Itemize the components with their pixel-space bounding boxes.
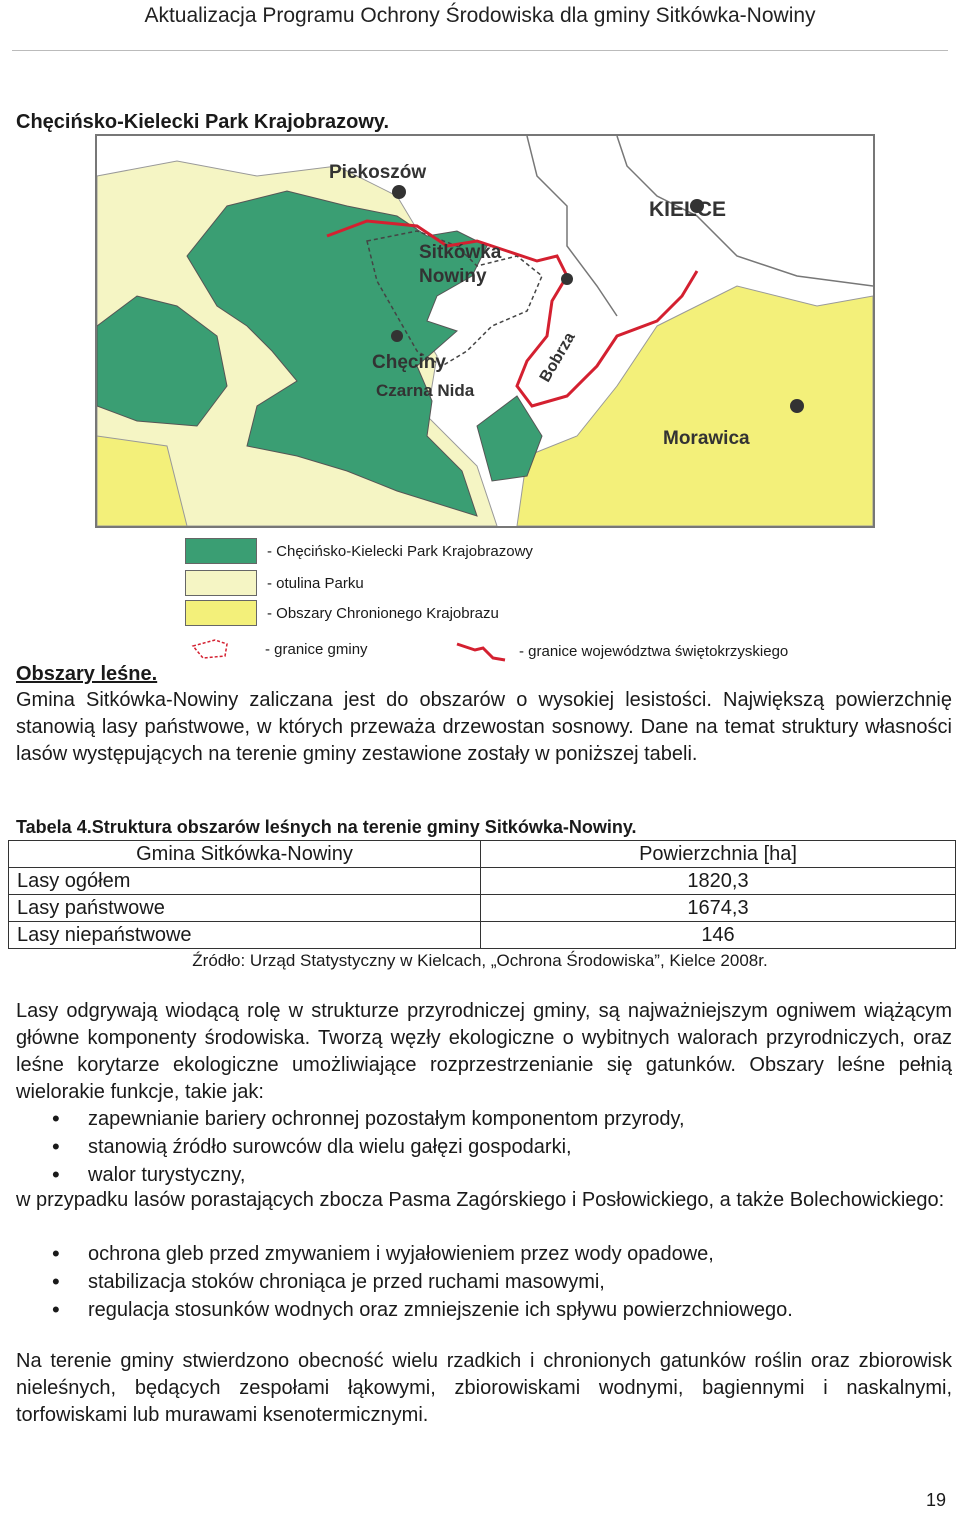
body-paragraph-2: w przypadku lasów porastających zbocza Pasma Zagórskiego i Posłowickiego, a także Bolechowickiego: [16, 1189, 945, 1211]
checiny-marker [391, 330, 403, 342]
map-line [527, 136, 617, 316]
legend-label-park: - Chęcińsko-Kielecki Park Krajobrazowy [267, 542, 533, 560]
functions-list [16, 1105, 685, 1189]
legend-label-otulina: - otulina Parku [267, 574, 364, 592]
legend-symbol-wojewodztwo [453, 638, 513, 664]
label-bobrza: Bobrza [536, 329, 579, 386]
label-nowiny: Nowiny [419, 266, 487, 287]
table-row [9, 922, 956, 949]
list-item: • zapewnianie bariery ochronnej pozostałym komponentom przyrody, [16, 1105, 685, 1133]
page-number: 19 [925, 1490, 946, 1510]
osk-area [517, 286, 873, 526]
list-item: • stabilizacja stoków chroniąca je przed ruchami masowymi, [16, 1268, 793, 1296]
piekoszow-marker [392, 185, 406, 199]
forest-intro-paragraph: Gmina Sitkówka-Nowiny zaliczana jest do obszarów o wysokiej lesistości. Największą powierzchnię stanowią lasy państwowe, w których przeważa drzewostan sosnowy. Dane na temat struktury własności lasów występujących na terenie gminy zestawione zostały w poniższej tabeli. [16, 689, 952, 765]
forest-table [8, 840, 956, 949]
legend-item-wojewodztwo [453, 638, 788, 664]
body-paragraph-1: Lasy odgrywają wiodącą rolę w strukturze przyrodniczej gminy, są najważniejszym ogniwem wiążącym główne komponenty środowiska. Tworzą węzły ekologiczne o wybitnych walorach przyrodniczych, oraz leśne korytarze ekologiczne umożliwiające rozprzestrzenianie się gatunków. Obszary leśne pełnią wielorakie funkcje, takie jak: [16, 1000, 952, 1103]
map-legend [185, 532, 885, 672]
list-item: • regulacja stosunków wodnych oraz zmniejszenie ich spływu powierzchniowego. [16, 1296, 793, 1324]
legend-item-park [185, 538, 533, 564]
table-row [9, 868, 956, 895]
table-header-row [9, 841, 956, 868]
label-morawica: Morawica [663, 428, 750, 449]
body-paragraph-3: Na terenie gminy stwierdzono obecność wielu rzadkich i chronionych gatunków roślin oraz zbiorowisk nieleśnych, będących zespołami łąkowymi, zbiorowiskami wodnymi, bagiennymi i naskalnymi, torfowiskami lub murawami ksenotermicznymi. [16, 1350, 952, 1426]
label-checiny: Chęciny [372, 352, 446, 373]
legend-label-osk: - Obszary Chronionego Krajobrazu [267, 604, 499, 622]
protection-list [16, 1240, 793, 1324]
table-title: Tabela 4.Struktura obszarów leśnych na terenie gminy Sitkówka-Nowiny. [16, 817, 637, 837]
table-cell: 1820,3 [481, 868, 956, 895]
table-header-cell: Gmina Sitkówka-Nowiny [9, 841, 481, 868]
morawica-marker [790, 399, 804, 413]
label-kielce: KIELCE [649, 198, 727, 221]
legend-item-osk [185, 600, 499, 626]
table-cell: 1674,3 [481, 895, 956, 922]
forest-section-title: Obszary leśne. [16, 663, 158, 685]
table-cell: 146 [481, 922, 956, 949]
legend-item-otulina [185, 570, 364, 596]
sitkowka-marker [561, 273, 573, 285]
label-czarna-nida: Czarna Nida [376, 381, 475, 400]
table-row [9, 895, 956, 922]
label-sitkowka: Sitkówka [419, 242, 502, 263]
table-cell: Lasy państwowe [9, 895, 481, 922]
legend-swatch-osk [185, 600, 257, 626]
list-item: • ochrona gleb przed zmywaniem i wyjałowieniem przez wody opadowe, [16, 1240, 793, 1268]
list-item: • stanowią źródło surowców dla wielu gałęzi gospodarki, [16, 1133, 685, 1161]
legend-swatch-park [185, 538, 257, 564]
table-header-cell: Powierzchnia [ha] [481, 841, 956, 868]
header-divider [12, 50, 948, 51]
legend-label-gmina: - granice gminy [265, 640, 368, 658]
legend-symbol-gmina [185, 636, 255, 662]
table-cell: Lasy niepaństwowe [9, 922, 481, 949]
park-map [95, 134, 875, 528]
section-title: Chęcińsko-Kielecki Park Krajobrazowy. [16, 111, 390, 133]
table-cell: Lasy ogółem [9, 868, 481, 895]
legend-item-gmina [185, 636, 368, 662]
table-source: Źródło: Urząd Statystyczny w Kielcach, „Ochrona Środowiska”, Kielce 2008r. [192, 951, 768, 970]
label-piekoszow: Piekoszów [329, 162, 427, 183]
map-svg [97, 136, 873, 526]
legend-label-wojewodztwo: - granice województwa świętokrzyskiego [519, 642, 789, 660]
page-header: Aktualizacja Programu Ochrony Środowiska dla gminy Sitkówka-Nowiny [144, 4, 816, 27]
list-item: • walor turystyczny, [16, 1161, 685, 1189]
legend-swatch-otulina [185, 570, 257, 596]
